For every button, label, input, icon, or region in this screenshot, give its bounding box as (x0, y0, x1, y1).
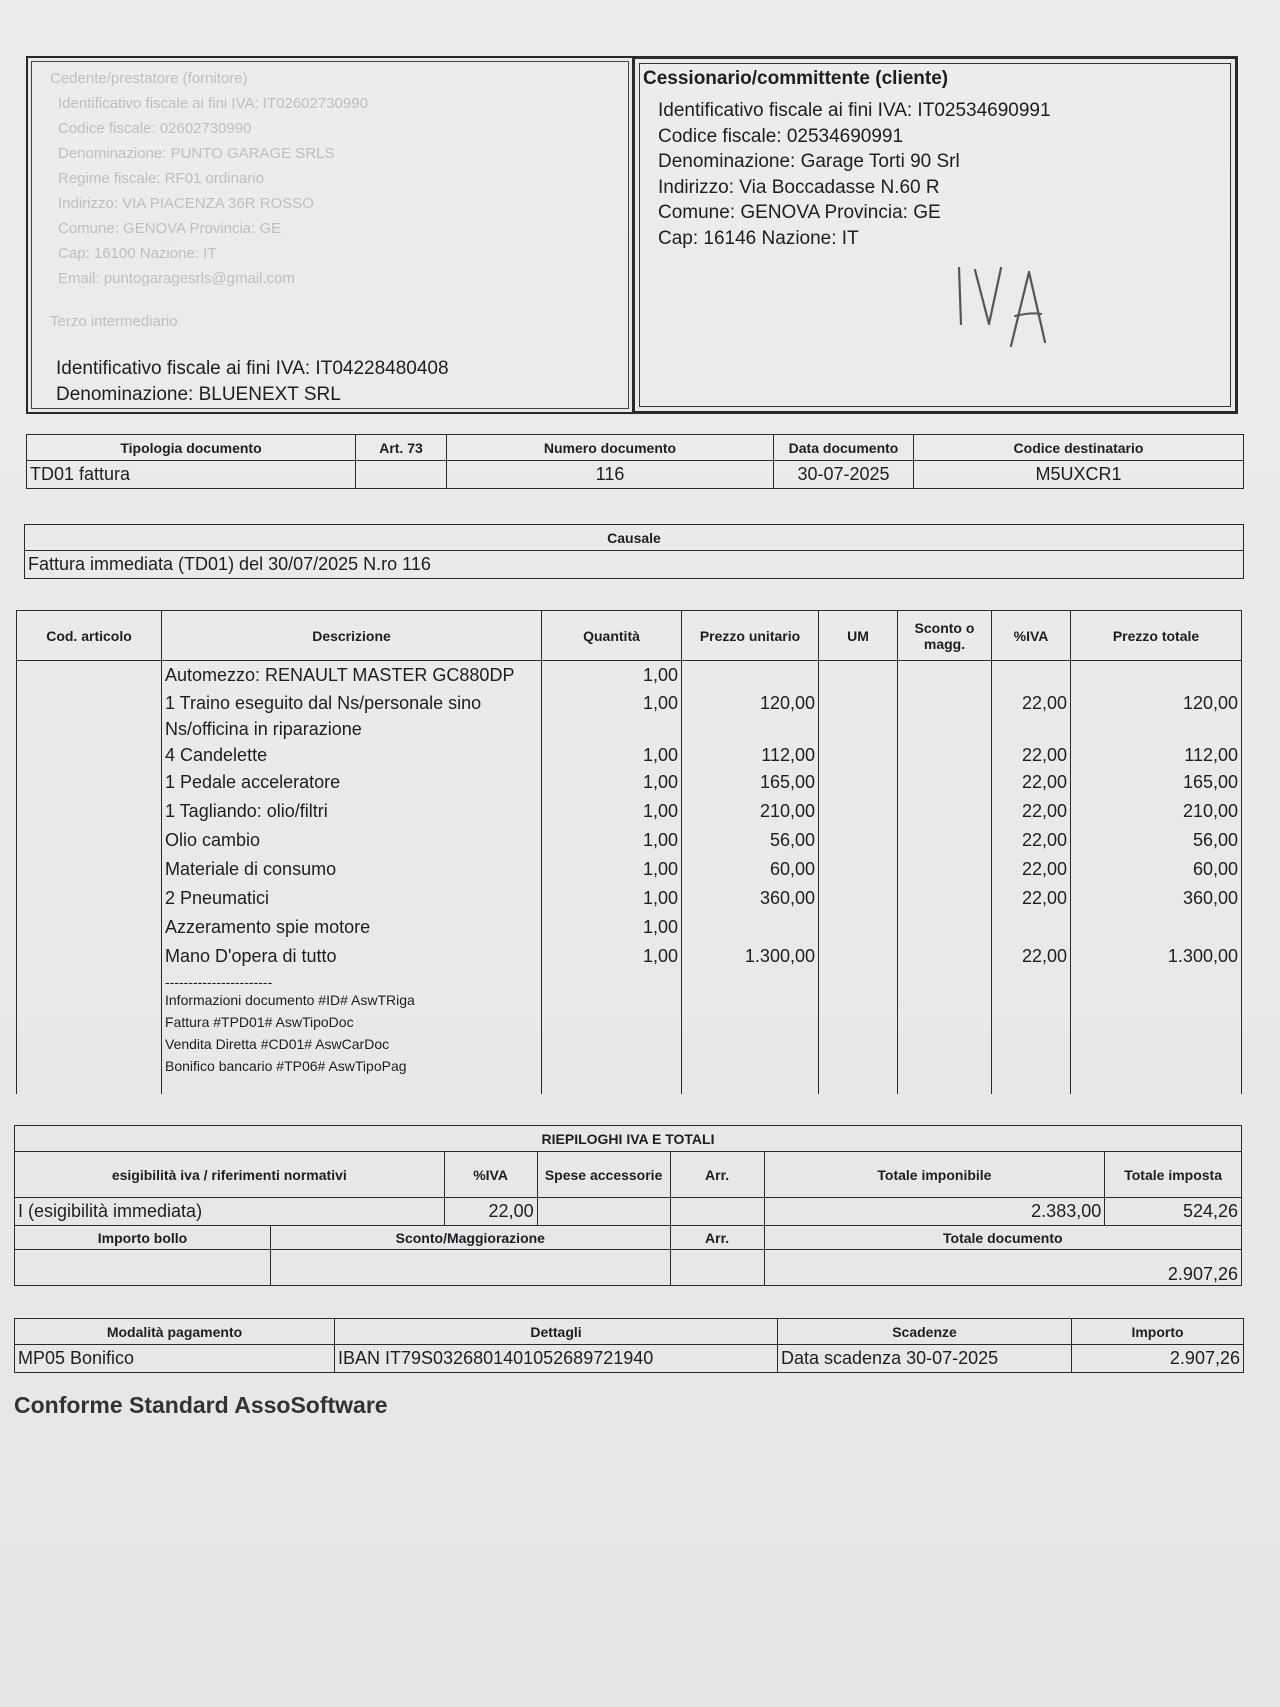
taxable-total-value: 2.383,00 (764, 1198, 1105, 1226)
faded-line: Denominazione: PUNTO GARAGE SRLS (58, 145, 335, 162)
spacer (545, 716, 678, 742)
iban-value: IBAN IT79S0326801401052689721940 (335, 1345, 778, 1373)
col-header-um: UM (819, 611, 898, 661)
col-header-summary-vat: %IVA (444, 1152, 537, 1198)
item-unit-price (685, 661, 815, 690)
vat-rate-column (992, 661, 1071, 1095)
um-column (819, 661, 898, 1095)
item-total-price (1074, 913, 1238, 942)
item-description: Azzeramento spie motore (165, 917, 371, 937)
items-table (16, 610, 1242, 1094)
faded-line: Comune: GENOVA Provincia: GE (58, 220, 282, 237)
col-header-discount: Sconto o magg. (898, 611, 992, 661)
faded-line: Cap: 16100 Nazione: IT (58, 245, 217, 262)
faded-line: Indirizzo: VIA PIACENZA 36R ROSSO (58, 195, 314, 212)
document-info-table (26, 434, 1244, 489)
col-header-total-price: Prezzo totale (1071, 611, 1242, 661)
item-total-price: 1.300,00 (1167, 946, 1238, 966)
discount-column (898, 661, 992, 1095)
item-total-price: 360,00 (1182, 888, 1238, 908)
col-header-article-code: Cod. articolo (17, 611, 162, 661)
item-quantity: 1,00 (642, 859, 678, 879)
causale-table (24, 524, 1244, 579)
col-header-document-total: Totale documento (764, 1226, 1241, 1250)
doc-number-value: 116 (447, 461, 774, 489)
item-vat-rate: 22,00 (1021, 801, 1067, 821)
col-header-tax-total: Totale imposta (1105, 1152, 1242, 1198)
col-header-quantity: Quantità (542, 611, 682, 661)
item-unit-price: 360,00 (759, 888, 815, 908)
item-total-price: 165,00 (1182, 772, 1238, 792)
item-vat-rate (995, 913, 1067, 942)
col-header-amount: Importo (1072, 1319, 1244, 1345)
item-description: 2 Pneumatici (165, 888, 270, 908)
stamp-duty-value (15, 1250, 271, 1286)
col-header-vat-rate: %IVA (992, 611, 1071, 661)
payment-amount-value: 2.907,26 (1072, 1345, 1244, 1373)
art73-value (356, 461, 447, 489)
item-vat-rate: 22,00 (1021, 772, 1067, 792)
col-header-details: Dettagli (335, 1319, 778, 1345)
item-total-price: 120,00 (1182, 693, 1238, 713)
client-name: Denominazione: Garage Torti 90 Srl (658, 151, 960, 172)
description-column (162, 661, 542, 1095)
col-header-doc-date: Data documento (774, 435, 914, 461)
item-total-price: 112,00 (1184, 745, 1238, 765)
due-date-value: Data scadenza 30-07-2025 (778, 1345, 1072, 1373)
item-description: Mano D'opera di tutto (165, 946, 337, 966)
faded-line: Identificativo fiscale ai fini IVA: IT02602730990 (58, 95, 368, 112)
col-header-discount-surcharge: Sconto/Maggiorazione (271, 1226, 671, 1250)
item-description: 1 Pedale acceleratore (165, 772, 341, 792)
vat-summary-table (14, 1125, 1242, 1286)
item-quantity: 1,00 (642, 946, 678, 966)
client-vat: Identificativo fiscale ai fini IVA: IT02534690991 (658, 100, 1051, 121)
accessory-costs-value (537, 1198, 670, 1226)
spacer (685, 716, 815, 742)
payment-method-value: MP05 Bonifico (15, 1345, 335, 1373)
article-code-column (17, 661, 162, 1095)
client-city: Comune: GENOVA Provincia: GE (658, 202, 941, 223)
doc-type-value: TD01 fattura (27, 461, 356, 489)
col-header-art73: Art. 73 (356, 435, 447, 461)
col-header-doc-type: Tipologia documento (27, 435, 356, 461)
item-quantity: 1,00 (642, 801, 678, 821)
faded-line: Regime fiscale: RF01 ordinario (58, 170, 264, 187)
doc-date-value: 30-07-2025 (774, 461, 914, 489)
rounding-value (670, 1198, 764, 1226)
faded-line: Terzo intermediario (50, 313, 178, 330)
intermediary-block (56, 356, 449, 408)
recipient-code-value: M5UXCR1 (914, 461, 1244, 489)
summary-vat-value: 22,00 (444, 1198, 537, 1226)
item-description: 1 Tagliando: olio/filtri (165, 801, 328, 821)
item-description: 4 Candelette (165, 745, 268, 765)
handwritten-iva-note (955, 262, 1065, 352)
item-unit-price: 60,00 (769, 859, 815, 879)
item-description: Automezzo: RENAULT MASTER GC880DP (165, 665, 515, 685)
col-header-taxable-total: Totale imponibile (764, 1152, 1105, 1198)
item-unit-price: 165,00 (759, 772, 815, 792)
item-unit-price: 210,00 (759, 801, 815, 821)
item-unit-price (685, 913, 815, 942)
faded-line: Email: puntogaragesrls@gmail.com (58, 270, 295, 287)
item-unit-price: 56,00 (769, 830, 815, 850)
item-vat-rate: 22,00 (1021, 745, 1067, 765)
tax-total-value: 524,26 (1105, 1198, 1242, 1226)
spacer (995, 716, 1067, 742)
doc-note: Vendita Diretta #CD01# AswCarDoc (165, 1036, 390, 1052)
item-description: Materiale di consumo (165, 859, 337, 879)
item-quantity: 1,00 (642, 745, 678, 765)
client-address: Indirizzo: Via Boccadasse N.60 R (658, 176, 940, 198)
assosoftware-compliance-note: Conforme Standard AssoSoftware (14, 1392, 388, 1418)
discount-surcharge-value (271, 1250, 671, 1286)
client-title: Cessionario/committente (cliente) (643, 68, 949, 89)
item-vat-rate: 22,00 (1021, 859, 1067, 879)
item-quantity: 1,00 (642, 693, 678, 713)
intermediary-vat: Identificativo fiscale ai fini IVA: IT04228480408 (56, 358, 449, 379)
item-total-price (1074, 661, 1238, 690)
col-header-vat-ref: esigibilità iva / riferimenti normativi (15, 1152, 445, 1198)
document-total-value: 2.907,26 (764, 1250, 1241, 1286)
payment-table (14, 1318, 1244, 1373)
total-price-column (1071, 661, 1242, 1095)
intermediary-name: Denominazione: BLUENEXT SRL (56, 384, 341, 405)
separator-line: ----------------------- (165, 974, 273, 990)
quantity-column (542, 661, 682, 1095)
col-header-payment-method: Modalità pagamento (15, 1319, 335, 1345)
col-header-recipient-code: Codice destinatario (914, 435, 1244, 461)
item-quantity: 1,00 (642, 665, 678, 685)
supplier-faded-block (50, 66, 510, 334)
causale-value: Fattura immediata (TD01) del 30/07/2025 N.ro 116 (25, 551, 1244, 579)
item-unit-price: 1.300,00 (744, 946, 815, 966)
client-tax-code: Codice fiscale: 02534690991 (658, 125, 904, 147)
item-unit-price: 112,00 (761, 745, 815, 765)
item-vat-rate: 22,00 (1021, 888, 1067, 908)
vat-ref-value: I (esigibilità immediata) (15, 1198, 445, 1226)
faded-line: Cedente/prestatore (fornitore) (50, 70, 248, 87)
col-header-accessory-costs: Spese accessorie (537, 1152, 670, 1198)
rounding2-value (670, 1250, 764, 1286)
col-header-rounding2: Arr. (670, 1226, 764, 1250)
item-vat-rate: 22,00 (1021, 693, 1067, 713)
item-vat-rate: 22,00 (1021, 946, 1067, 966)
item-description-cont: Ns/officina in riparazione (165, 719, 362, 739)
doc-note: Informazioni documento #ID# AswTRiga (165, 992, 415, 1008)
item-description: 1 Traino eseguito dal Ns/personale sino (165, 693, 482, 713)
item-vat-rate: 22,00 (1021, 830, 1067, 850)
item-quantity: 1,00 (642, 772, 678, 792)
col-header-stamp-duty: Importo bollo (15, 1226, 271, 1250)
doc-note: Bonifico bancario #TP06# AswTipoPag (165, 1058, 407, 1074)
item-total-price: 210,00 (1182, 801, 1238, 821)
item-vat-rate (995, 661, 1067, 690)
client-details (658, 98, 1051, 251)
item-quantity: 1,00 (642, 830, 678, 850)
col-header-doc-number: Numero documento (447, 435, 774, 461)
summary-title: RIEPILOGHI IVA E TOTALI (15, 1126, 1242, 1152)
item-total-price: 56,00 (1192, 830, 1238, 850)
client-zip: Cap: 16146 Nazione: IT (658, 227, 859, 249)
unit-price-column (682, 661, 819, 1095)
col-header-rounding: Arr. (670, 1152, 764, 1198)
faded-line: Codice fiscale: 02602730990 (58, 120, 252, 137)
item-unit-price: 120,00 (759, 693, 815, 713)
item-quantity: 1,00 (642, 888, 678, 908)
col-header-unit-price: Prezzo unitario (682, 611, 819, 661)
item-total-price: 60,00 (1192, 859, 1238, 879)
spacer (1074, 716, 1238, 742)
item-quantity: 1,00 (642, 917, 678, 937)
col-header-due-date: Scadenze (778, 1319, 1072, 1345)
item-description: Olio cambio (165, 830, 261, 850)
col-header-description: Descrizione (162, 611, 542, 661)
causale-header: Causale (25, 525, 1244, 551)
doc-note: Fattura #TPD01# AswTipoDoc (165, 1014, 354, 1030)
